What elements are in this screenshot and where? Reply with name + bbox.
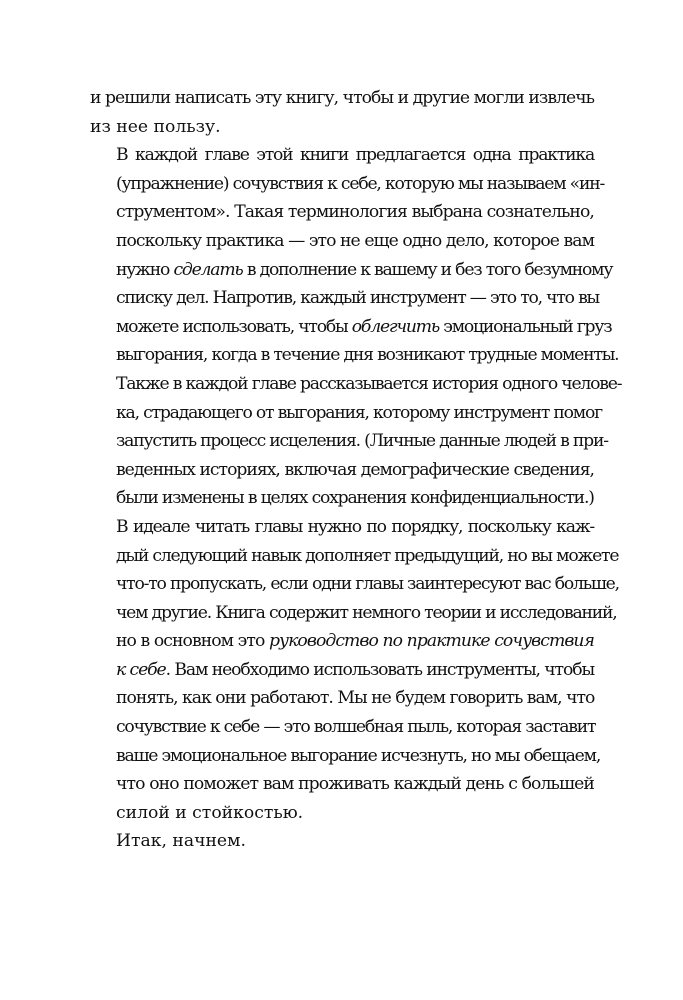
text-line: В каждой главе этой книги предлагается одна практика [116, 145, 594, 166]
text-line: веденных историях, включая демографические сведения, [116, 459, 594, 480]
emphasis: к себе [116, 659, 166, 680]
text-line: можете использовать, чтобы облегчить эмоциональный груз [116, 316, 612, 337]
emphasis: сделать [173, 259, 243, 280]
text-line: ваше эмоциональное выгорание исчезнуть, но мы обещаем, [116, 745, 601, 766]
paragraph-3 [90, 513, 619, 828]
text-line: и решили написать эту книгу, чтобы и другие могли извлечь [90, 88, 594, 108]
text-line: выгорания, когда в течение дня возникают трудные моменты. [116, 345, 619, 366]
text-line: (упражнение) сочувствия к себе, которую мы называем «ин- [116, 173, 605, 194]
text-line: Также в каждой главе рассказывается история одного челове- [116, 373, 622, 394]
text-line: но в основном это руководство по практике сочувствия [116, 631, 595, 652]
text-line: из нее пользу. [90, 116, 221, 137]
emphasis: облегчить [351, 316, 440, 337]
text-line: нужно сделать в дополнение к вашему и без того безумному [116, 259, 613, 280]
text-line: понять, как они работают. Мы не будем говорить вам, что [116, 688, 595, 709]
text-line: что оно поможет вам проживать каждый день с большей [116, 774, 594, 795]
text-line: ка, страдающего от выгорания, которому инструмент помог [116, 402, 602, 423]
text-line: силой и стойкостью. [116, 802, 304, 823]
page-body [90, 84, 622, 856]
paragraph-2 [90, 141, 622, 513]
text-line: струментом». Такая терминология выбрана сознательно, [116, 202, 594, 223]
text-line: к себе. Вам необходимо использовать инструменты, чтобы [116, 659, 595, 680]
text-line: В идеале читать главы нужно по порядку, поскольку каж- [116, 516, 594, 537]
text-line: сочувствие к себе — это волшебная пыль, которая заставит [116, 717, 596, 738]
paragraph-4 [90, 827, 594, 856]
text-line: списку дел. Напротив, каждый инструмент — это то, что вы [116, 288, 600, 309]
text-line: дый следующий навык дополняет предыдущий, но вы можете [116, 545, 619, 566]
text-line: Итак, начнем. [116, 831, 246, 852]
text-line: поскольку практика — это не еще одно дело, которое вам [116, 230, 594, 251]
text-line: что-то пропускать, если одни главы заинтересуют вас больше, [116, 574, 619, 595]
text-line: были изменены в целях сохранения конфиденциальности.) [116, 488, 594, 509]
paragraph-1 [90, 84, 594, 141]
emphasis: руководство по практике сочувствия [268, 631, 595, 652]
text-line: запустить процесс исцеления. (Личные данные людей в при- [116, 431, 608, 452]
text-line: чем другие. Книга содержит немного теории и исследований, [116, 602, 617, 623]
